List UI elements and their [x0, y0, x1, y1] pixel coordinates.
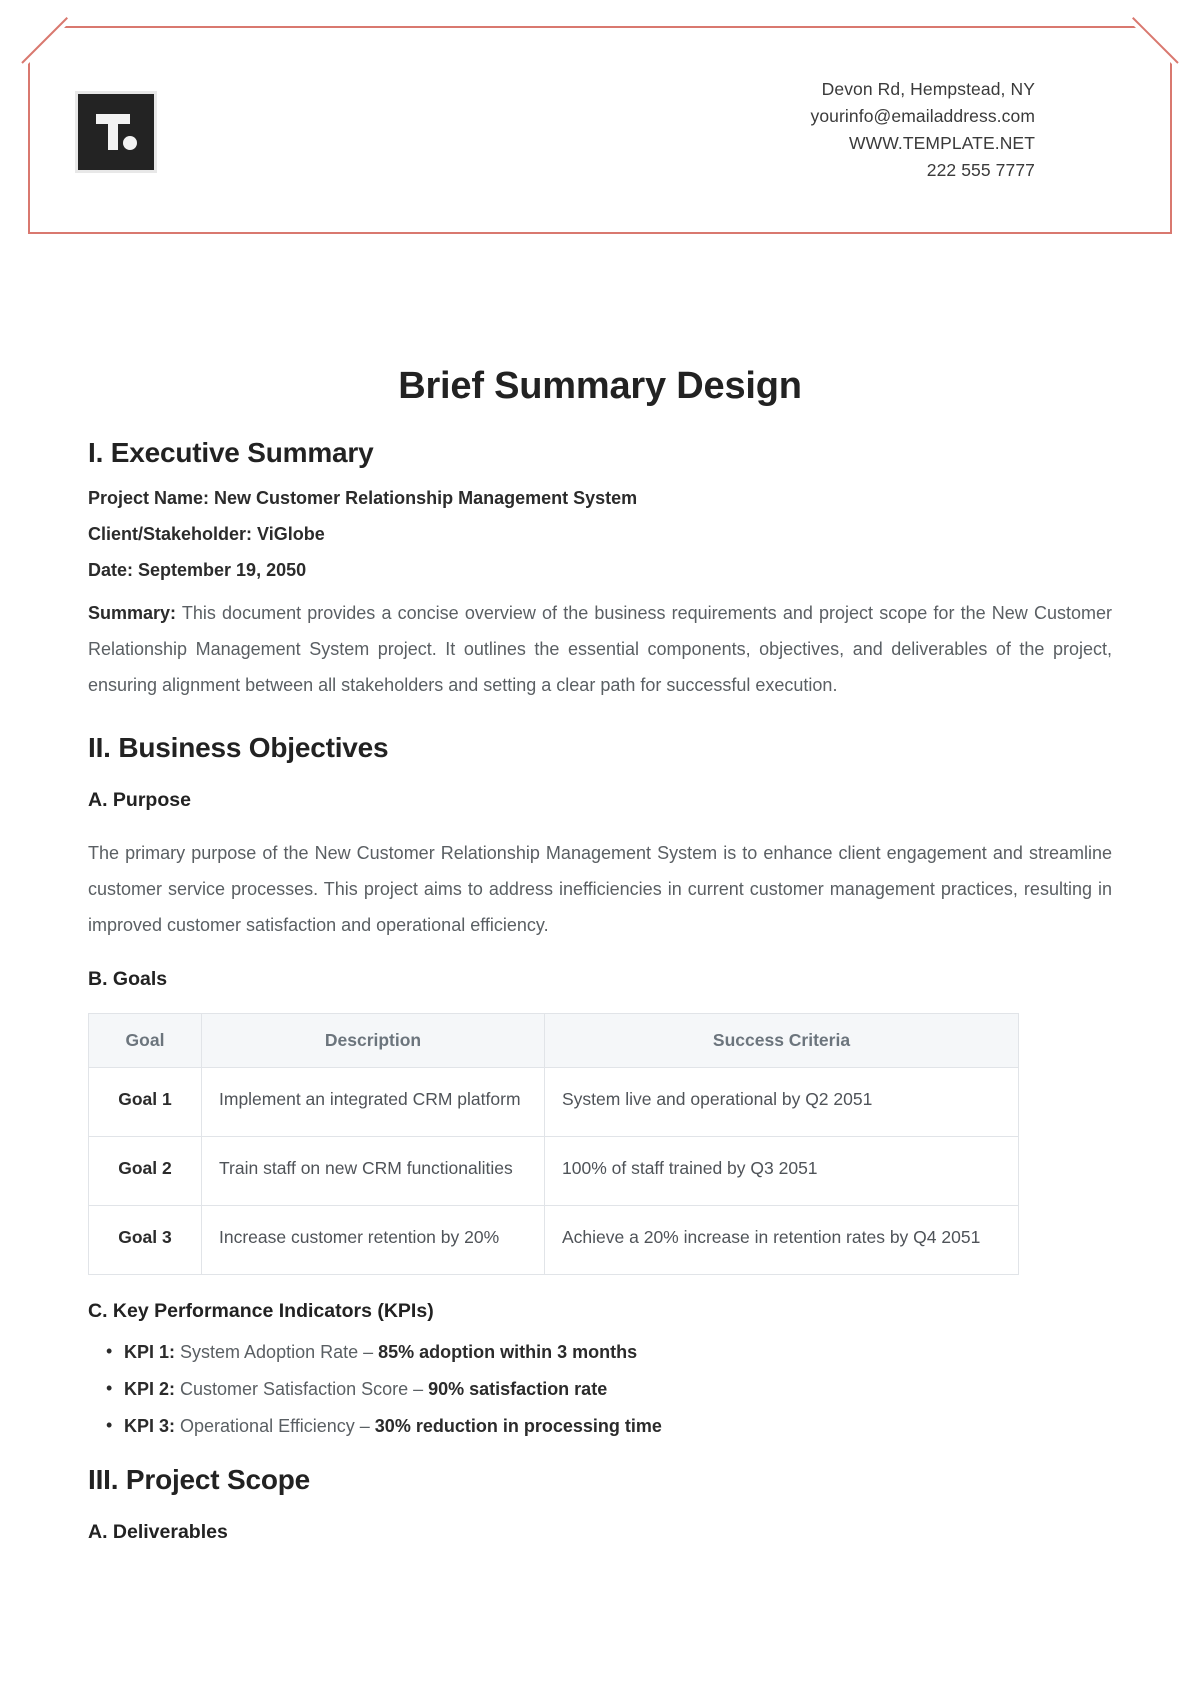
section-heading-business-objectives: II. Business Objectives [88, 732, 389, 763]
document-header [0, 0, 1200, 252]
contact-email: yourinfo@emailaddress.com [810, 106, 1035, 127]
table-row [89, 1137, 1019, 1206]
table-row [89, 1068, 1019, 1137]
goals-table [88, 1013, 1019, 1275]
summary-paragraph [88, 595, 1112, 703]
cell-goal: Goal 1 [89, 1068, 202, 1137]
summary-text: This document provides a concise overview of the business requirements and project scope for the New Customer Relationship Management System project. It outlines the essential components, objectives, and deliverables of the project, ensuring alignment between all stakeholders and setting a clear path for successful execution. [88, 603, 1112, 695]
kpi-value: 85% adoption within 3 months [378, 1342, 638, 1363]
kpi-list [88, 1343, 1112, 1435]
table-header-row [89, 1014, 1019, 1068]
kpi-label: KPI 1: [124, 1342, 176, 1363]
cell-criteria: Achieve a 20% increase in retention rates by Q4 2051 [545, 1206, 1019, 1275]
contact-phone: 222 555 7777 [926, 160, 1035, 181]
client-label: Client/Stakeholder: [88, 524, 253, 544]
subsection-heading-deliverables: A. Deliverables [88, 1521, 228, 1544]
cell-description: Train staff on new CRM functionalities [202, 1137, 545, 1206]
cell-criteria: 100% of staff trained by Q3 2051 [545, 1137, 1019, 1206]
project-name-label: Project Name: [88, 488, 210, 508]
cell-goal: Goal 2 [89, 1137, 202, 1206]
cell-description: Implement an integrated CRM platform [202, 1068, 545, 1137]
page-title: Brief Summary Design [398, 365, 802, 407]
contact-address: Devon Rd, Hempstead, NY [821, 79, 1035, 99]
cell-description: Increase customer retention by 20% [202, 1206, 545, 1275]
contact-info [810, 76, 1035, 185]
subsection-heading-goals: B. Goals [88, 968, 168, 990]
list-item [106, 1343, 1112, 1361]
project-name-line [88, 489, 1112, 507]
column-header-goal: Goal [89, 1014, 202, 1068]
list-item [106, 1380, 1112, 1398]
client-line [88, 525, 1112, 543]
kpi-value: 30% reduction in processing time [374, 1416, 662, 1437]
kpi-value: 90% satisfaction rate [428, 1379, 608, 1400]
corner-notch-top-right [1132, 24, 1174, 66]
column-header-success-criteria: Success Criteria [545, 1014, 1019, 1068]
summary-label: Summary: [88, 603, 177, 623]
kpi-name: Operational Efficiency – [175, 1416, 375, 1437]
section-heading-executive-summary: I. Executive Summary [88, 437, 374, 468]
project-name-value: New Customer Relationship Management System [209, 488, 638, 508]
cell-goal: Goal 3 [89, 1206, 202, 1275]
purpose-paragraph: The primary purpose of the New Customer Relationship Management System is to enhance client engagement and streamline customer service processes. This project aims to address inefficiencies in current customer management practices, resulting in improved customer satisfaction and operational efficiency. [88, 843, 1112, 935]
logo-t-dot-icon [89, 105, 143, 159]
table-row [89, 1206, 1019, 1275]
kpi-name: Customer Satisfaction Score – [175, 1379, 429, 1400]
date-value: September 19, 2050 [133, 560, 307, 580]
section-heading-project-scope: III. Project Scope [88, 1464, 311, 1496]
client-value: ViGlobe [252, 524, 325, 544]
document-body [0, 365, 1200, 1544]
company-logo [75, 91, 157, 173]
kpi-label: KPI 2: [124, 1379, 176, 1400]
goals-table-head [89, 1014, 1019, 1068]
cell-criteria: System live and operational by Q2 2051 [545, 1068, 1019, 1137]
subsection-heading-purpose: A. Purpose [88, 789, 191, 811]
list-item [106, 1417, 1112, 1435]
date-line [88, 561, 1112, 579]
kpi-label: KPI 3: [124, 1416, 176, 1437]
column-header-description: Description [202, 1014, 545, 1068]
date-label: Date: [88, 560, 134, 580]
goals-table-body [89, 1068, 1019, 1275]
kpi-name: System Adoption Rate – [175, 1342, 379, 1363]
corner-notch-top-left [26, 24, 68, 66]
subsection-heading-kpis: C. Key Performance Indicators (KPIs) [88, 1300, 434, 1323]
contact-website: WWW.TEMPLATE.NET [849, 133, 1035, 154]
